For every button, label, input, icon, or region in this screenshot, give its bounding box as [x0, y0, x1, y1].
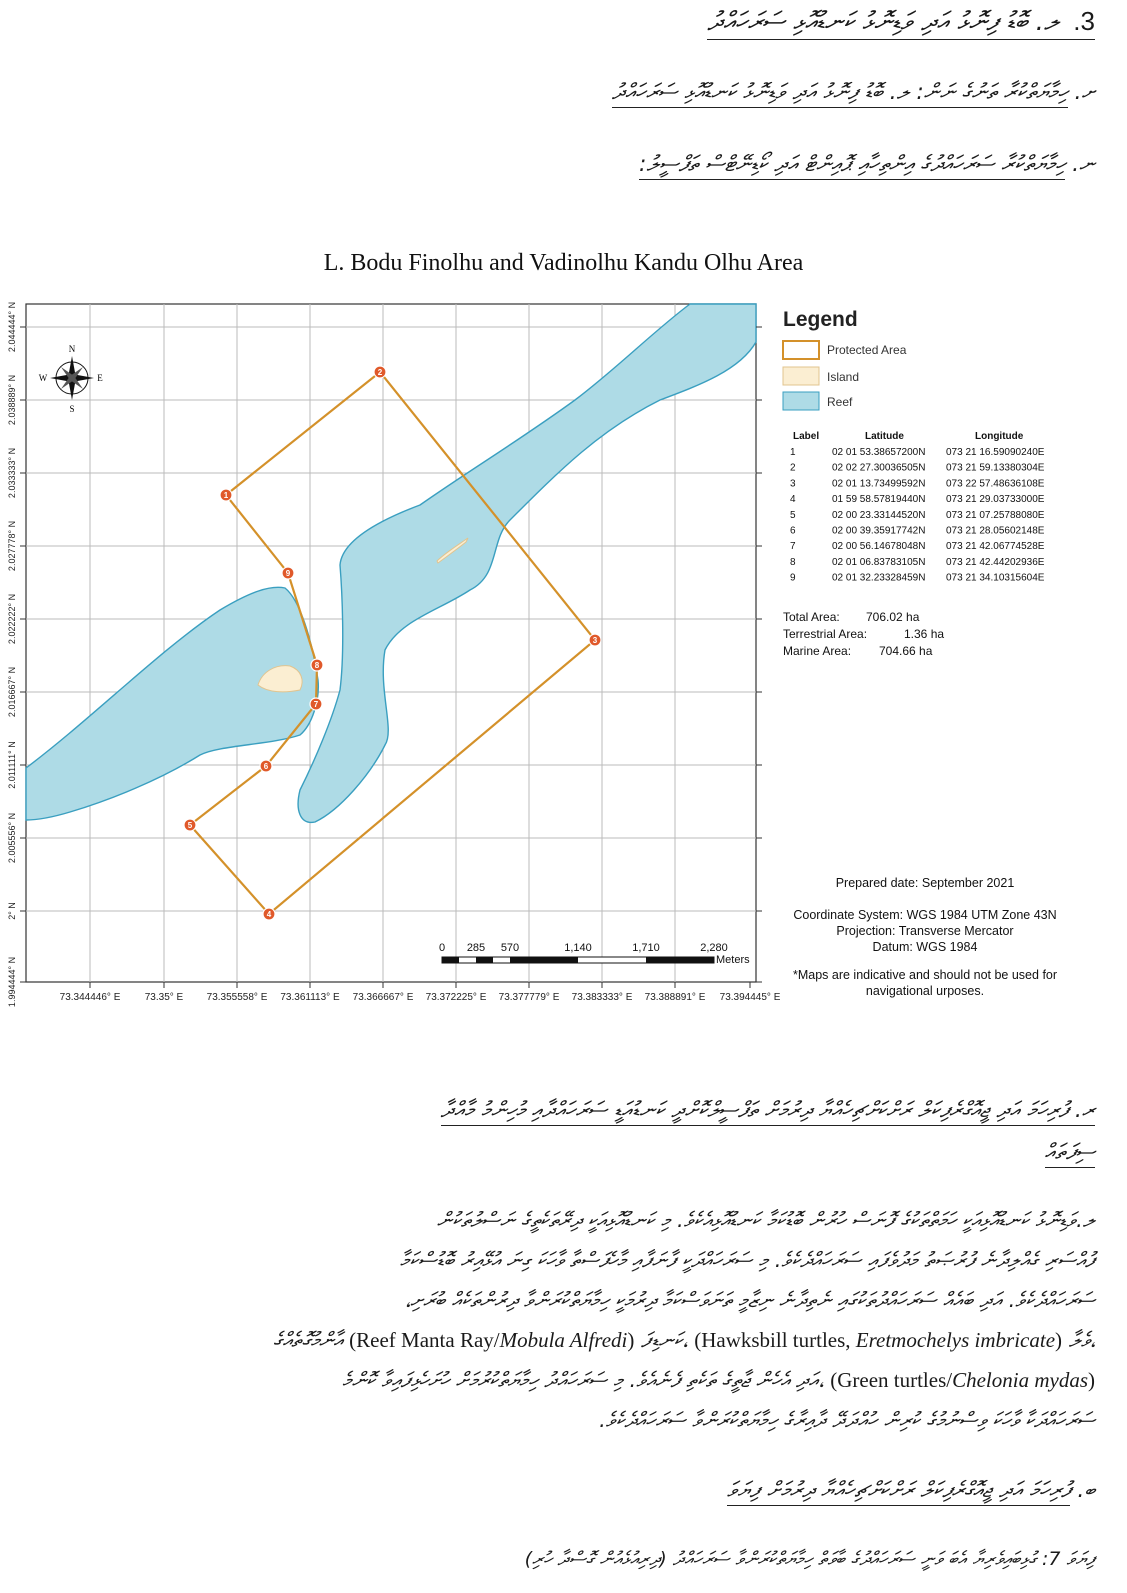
y-tick-label: 2.038889° N: [7, 374, 17, 426]
coord-lon: 073 21 42.44202936E: [946, 556, 1045, 568]
coord-lon: 073 21 16.59090240E: [946, 447, 1045, 458]
coord-lat: 02 01 53.38657200N: [832, 447, 926, 458]
legend-label-protected: Protected Area: [827, 343, 907, 357]
y-tick-label: 2.016667° N: [7, 666, 17, 718]
x-tick-label: 73.35° E: [144, 992, 184, 1003]
x-tick-label: 73.388891° E: [644, 992, 706, 1003]
species-local-3: އާންމުގޮތެއްގެ: [273, 1328, 343, 1352]
area-stats: [783, 610, 944, 658]
vertex-label: 8: [314, 661, 320, 670]
marine-area-value: 704.66 ha: [879, 644, 933, 658]
vertex-label: 4: [266, 910, 272, 919]
y-tick-label: 2.022222° N: [7, 593, 17, 645]
coord-header-label: Label: [793, 431, 820, 442]
vertex-label: 3: [592, 636, 598, 645]
y-tick-label: 2° N: [7, 902, 17, 920]
legend-swatch-island: [783, 367, 819, 385]
coord-label: 3: [790, 478, 796, 490]
coord-label: 5: [790, 509, 796, 521]
scale-label: 1,140: [564, 942, 592, 954]
coord-label: 8: [790, 556, 796, 568]
scale-label: 0: [438, 942, 446, 954]
coord-lat: 02 01 06.83783105N: [832, 556, 926, 568]
coord-lon: 073 21 29.03733000E: [946, 494, 1045, 506]
table-caption: ފިޔަވަ 7: ގުޅިބައިވެރިޔާ އެބަ ވަނީ ސަރަހައްދުގެ ބާވަތް ހިމާޔަތްކުރަންވާ ސަރަހައްދު (ދިރިއުޅެއުން ގޮސްދާ ހުރި): [524, 1548, 1095, 1570]
coord-lon: 073 22 57.48636108E: [946, 478, 1045, 490]
x-axis-ticks: [60, 982, 781, 1003]
x-tick-label: 73.355558° E: [206, 992, 268, 1003]
scale-label: 570: [500, 942, 520, 954]
prepared-date: Prepared date: September 2021: [835, 876, 1015, 890]
y-tick-label: 2.005556° N: [7, 812, 17, 864]
x-tick-label: 73.377779° E: [498, 992, 560, 1003]
y-tick-label: 2.033333° N: [7, 447, 17, 499]
vertex-label: 1: [223, 491, 229, 500]
coord-label: 1: [790, 447, 796, 458]
protected-area-map: [0, 290, 1127, 1025]
protected-area-name-line: [80, 80, 1095, 105]
para-line-2: ފުއްސަރި ގެއްލިދާނެ ފުރުޞަތު މަދުވެފައި ސަރަހައްދެކެވެ. މި ސަރަހައްދަކީ ފާނަފާއި މާހެފަސްތާ ވާހަކަ ގިނަ އުޅޭއިރު ބޮޑުސްކަމާ: [399, 1248, 1095, 1272]
vertex-label: 7: [313, 700, 319, 709]
compass-s: S: [69, 404, 75, 414]
legend-label-reef: Reef: [827, 395, 853, 409]
section-d-prefix: ބ.: [1077, 1478, 1095, 1503]
total-area-label: Total Area:: [783, 610, 840, 624]
coord-label: 2: [790, 462, 796, 474]
coord-lon: 073 21 28.05602148E: [946, 525, 1045, 537]
coord-lon: 073 21 42.06774528E: [946, 541, 1045, 553]
map-title: L. Bodu Finolhu and Vadinolhu Kandu Olhu Area: [323, 250, 804, 276]
legend-swatch-reef: [783, 392, 819, 410]
scale-unit: Meters: [716, 954, 750, 966]
x-tick-label: 73.394445° E: [719, 992, 781, 1003]
section-heading: [80, 6, 1095, 38]
coord-label: 7: [790, 541, 796, 553]
line-a-prefix: ށ.: [1074, 80, 1095, 105]
section-c-heading: [80, 1090, 1095, 1174]
species-local-2: ،ކަނޑިފަ: [641, 1328, 688, 1352]
coord-lon: 073 21 34.10315604E: [946, 572, 1045, 584]
coordinate-system: Coordinate System: WGS 1984 UTM Zone 43N: [793, 908, 1057, 922]
species-latin-manta: (Reef Manta Ray/Mobula Alfredi): [349, 1328, 635, 1352]
marine-area-label: Marine Area:: [783, 644, 852, 658]
coord-lat: 02 00 56.14678048N: [832, 541, 926, 553]
x-tick-label: 73.344446° E: [59, 992, 121, 1003]
compass-n: N: [68, 344, 76, 354]
x-tick-label: 73.372225° E: [425, 992, 487, 1003]
section-d-title: ފުރިހަމަ އަދި ޖީއޮގްރެފިކަލް ރަށްކަށްޗިހެއްޔާ ދިރުމަށް ފިޔަވަ: [727, 1478, 1070, 1506]
para-line-3: ސަރަހައްދެކެވެ. އަދި ބައެއް ސަރަހައްދުތަކުގައި ނެތިދާނެ ނިޒާމީ ތަނަވަސްކަމާ ދިރުމަކީ ހިމާޔަތްކުރަންވާ ދިރުންތަކެއް ބުރަށި،: [404, 1288, 1095, 1312]
compass-e: E: [97, 373, 103, 383]
boundary-points-line: [80, 152, 1095, 177]
terrestrial-area-value: 1.36 ha: [904, 627, 945, 641]
coord-label: 4: [790, 494, 796, 506]
vertex-label: 2: [377, 368, 383, 377]
para-line-5: [80, 1360, 1095, 1400]
para-line-6: ސަރަހައްދަކާ ވާހަކަ ވިސްނުމުގެ ކުރިން ހުއްދަދޭ ދާއިރާގެ ހިމާޔަތްކުރަންވާ ސަރަހައްދެކެވެ.: [599, 1408, 1095, 1432]
disclaimer-line2: navigational urposes.: [865, 984, 985, 998]
y-tick-label: 2.027778° N: [7, 520, 17, 572]
legend-swatch-protected: [783, 341, 819, 359]
para-line-5-text: ،އަދި އެހެން ޖާތީގެ ތަކެތި ފެނެއެވެ. މި ސަރަހައްދު ހިމާޔަތްކުރުމަށް ހުށަހެޅިފައިވާ ކޮންމެ: [342, 1368, 824, 1392]
section-title: ލ. ބޮޑު ފިނޮޅު އަދި ވަޑިނޮޅު ކަނޑުއޮޅި ސަރަހައްދު: [707, 7, 1060, 37]
total-area-value: 706.02 ha: [866, 610, 920, 624]
vertex-label: 5: [187, 821, 193, 830]
x-tick-label: 73.366667° E: [352, 992, 414, 1003]
section-c-prefix: ރ.: [1074, 1098, 1095, 1123]
y-tick-label: 2.044444° N: [7, 301, 17, 353]
section-c-title-2: ސިފަތައް: [1045, 1140, 1095, 1168]
x-tick-label: 73.361113° E: [280, 992, 340, 1003]
line-b-text: ހިމާޔަތްކުރާ ސަރަހައްދުގެ އިންތިހާއި ޕޮއިންޓް އަދި ކޯޑިނޭޓްސް ތަފްސީލު:: [639, 152, 1065, 180]
coord-label: 9: [790, 572, 796, 584]
species-latin-green-turtle: (Green turtles/Chelonia mydas): [830, 1368, 1095, 1392]
coord-lat: 02 01 13.73499592N: [832, 478, 926, 490]
section-c-paragraph: [80, 1200, 1095, 1440]
coord-lat: 01 59 58.57819440N: [832, 494, 926, 506]
map-legend: [783, 308, 907, 410]
x-tick-label: 73.383333° E: [571, 992, 633, 1003]
line-a-text: ހިމާޔަތްކުރާ ތަނުގެ ނަން: ލ. ބޮޑު ފިނޮޅު އަދި ވަޑިނޮޅު ކަނޑުއޮޅި ސަރަހައްދު: [612, 80, 1068, 108]
terrestrial-area-label: Terrestrial Area:: [783, 627, 868, 641]
coord-lat: 02 00 23.33144520N: [832, 509, 926, 521]
compass-w: W: [38, 373, 48, 383]
scale-label: 285: [466, 942, 486, 954]
y-tick-label: 2.011111° N: [7, 741, 17, 789]
disclaimer-line1: *Maps are indicative and should not be used for: [792, 968, 1058, 982]
coord-lon: 073 21 59.13380304E: [946, 462, 1045, 474]
y-tick-label: 1.994444° N: [7, 956, 17, 1008]
para-line-4: [80, 1320, 1095, 1360]
line-b-prefix: ނ.: [1072, 152, 1095, 177]
coordinate-table: [790, 431, 1045, 584]
species-local-1: ،ވެލާ: [1068, 1328, 1095, 1352]
vertex-label: 6: [263, 762, 269, 771]
vertex-label: 9: [285, 569, 291, 578]
species-latin-hawksbill: (Hawksbill turtles, Eretmochelys imbricate): [694, 1328, 1063, 1352]
para-line-1: ލ.ވަޑިނޮޅު ކަނޑުއޮޅިއަކީ ހަމަތްތަކުގެ ފޮނަސް ހުރުން ބޮޑުކަމާ ކަނޑުއޮޅިއެކެވެ. މި ކަނޑުއޮޅިއަކީ ދިރޭތަކެތީގެ ނަސްލުތަކުން: [436, 1208, 1095, 1232]
map-metadata: [793, 876, 1057, 998]
coord-lat: 02 00 39.35917742N: [832, 525, 926, 537]
projection: Projection: Transverse Mercator: [836, 924, 1014, 938]
section-number: 3.: [1073, 6, 1095, 36]
coord-lat: 02 01 32.23328459N: [832, 572, 926, 584]
scale-label: 1,710: [632, 942, 660, 954]
coord-header-lat: Latitude: [865, 431, 904, 442]
coord-lon: 073 21 07.25788080E: [946, 509, 1045, 521]
legend-title: Legend: [783, 308, 858, 331]
coord-header-lon: Longitude: [975, 431, 1024, 442]
coord-lat: 02 02 27.30036505N: [832, 462, 926, 474]
datum: Datum: WGS 1984: [872, 940, 978, 954]
section-d-heading: [80, 1478, 1095, 1503]
section-c-title-1: ފުރިހަމަ އަދި ޖީއޮގްރެފިކަލް ރަށްކަށްޗިހެއްޔާ ދިރުމަށް ތަފްސީލްކޮށްދީ ކަނޑުއަޑީ ސަރަހައްދާއި މުހިންމު މާއްދާ: [440, 1098, 1068, 1123]
legend-label-island: Island: [827, 370, 860, 384]
coord-label: 6: [790, 525, 796, 537]
scale-label: 2,280: [700, 942, 728, 954]
